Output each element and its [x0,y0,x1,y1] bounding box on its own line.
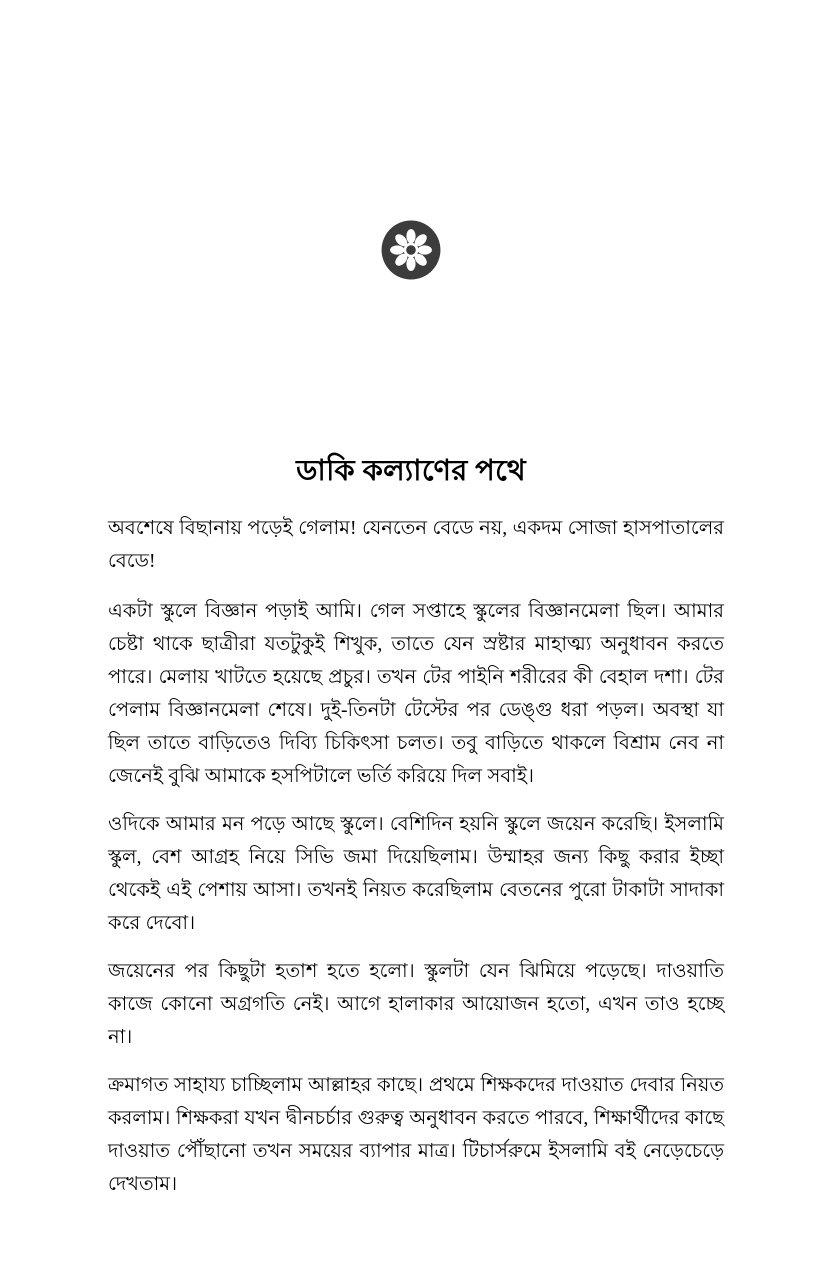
paragraph-1: অবশেষে বিছানায় পড়েই গেলাম! যেনতেন বেডে নয়, একদম সোজা হাসপাতালের বেডে! [108,518,724,572]
paragraph-3: ওদিকে আমার মন পড়ে আছে স্কুলে। বেশিদিন হয়নি স্কুলে জয়েন করেছি। ইসলামি স্কুল, বেশ আগ্রহ নিয়ে সিভি জমা দিয়েছিলাম। উম্মাহর জন্য কিছু করার ইচ্ছা থেকেই এই পেশায় আসা। তখনই নিয়ত করেছিলাম বেতনের পুরো টাকাটা সাদাকা করে দেবো। [108,814,724,934]
body-text-block [108,512,724,1201]
paragraph-2: একটা স্কুলে বিজ্ঞান পড়াই আমি। গেল সপ্তাহে স্কুলের বিজ্ঞানমেলা ছিল। আমার চেষ্টা থাকে ছাত্রীরা যতটুকুই শিখুক, তাতে যেন স্রষ্টার মাহাত্ম্য অনুধাবন করতে পারে। মেলায় খাটতে হয়েছে প্রচুর। তখন টের পাইনি শরীরের কী বেহাল দশা। টের পেলাম বিজ্ঞানমেলা শেষে। দুই-তিনটা টেস্টের পর ডেঙ্গু ধরা পড়ল। অবস্থা যা ছিল তাতে বাড়িতেও দিব্যি চিকিৎসা চলত। তবু বাড়িতে থাকলে বিশ্রাম নেব না জেনেই বুঝি আমাকে হসপিটালে ভর্তি করিয়ে দিল সবাই। [108,601,724,787]
page-title: ডাকি কল্যাণের পথে [296,455,526,488]
chapter-ornament [0,218,822,282]
flower-wheel-ornament-icon [379,218,443,282]
paragraph-4: জয়েনের পর কিছুটা হতাশ হতে হলো। স্কুলটা যেন ঝিমিয়ে পড়েছে। দাওয়াতি কাজে কোনো অগ্রগতি নেই। আগে হালাকার আয়োজন হতো, এখন তাও হচ্ছে না। [108,961,724,1048]
paragraph-5: ক্রমাগত সাহায্য চাচ্ছিলাম আল্লাহর কাছে। প্রথমে শিক্ষকদের দাওয়াত দেবার নিয়ত করলাম। শিক্ষকরা যখন দ্বীনচর্চার গুরুত্ব অনুধাবন করতে পারবে, শিক্ষার্থীদের কাছে দাওয়াত পৌঁছানো তখন সময়ের ব্যাপার মাত্র। টিচার্সরুমে ইসলামি বই নেড়েচেড়ে দেখতাম। [108,1075,724,1195]
